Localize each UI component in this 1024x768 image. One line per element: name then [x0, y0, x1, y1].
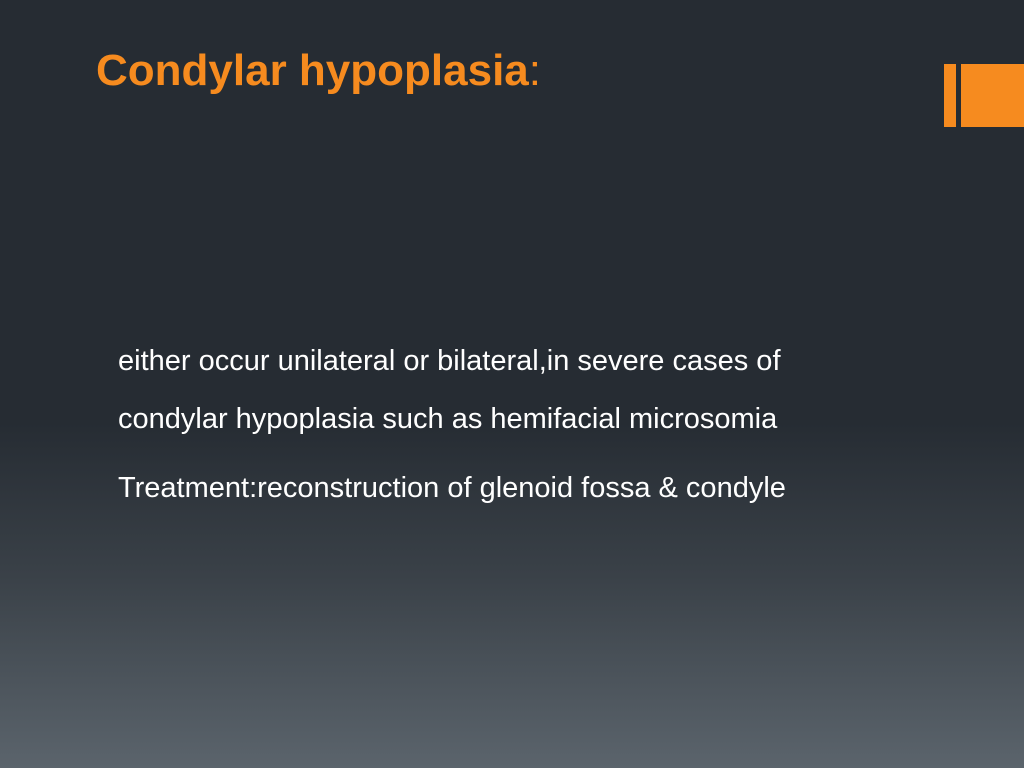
accent-bar-thin — [944, 64, 956, 127]
slide-title-colon: : — [528, 46, 541, 95]
slide-title — [96, 46, 541, 96]
accent-bar-thick — [961, 64, 1024, 127]
slide-body — [118, 332, 938, 517]
slide-title-text: Condylar hypoplasia — [96, 46, 529, 95]
body-line-2: condylar hypoplasia such as hemifacial microsomia — [118, 403, 778, 435]
body-line-1: either occur unilateral or bilateral,in severe cases of — [118, 345, 781, 377]
body-line-3: Treatment:reconstruction of glenoid fossa & condyle — [118, 472, 786, 504]
